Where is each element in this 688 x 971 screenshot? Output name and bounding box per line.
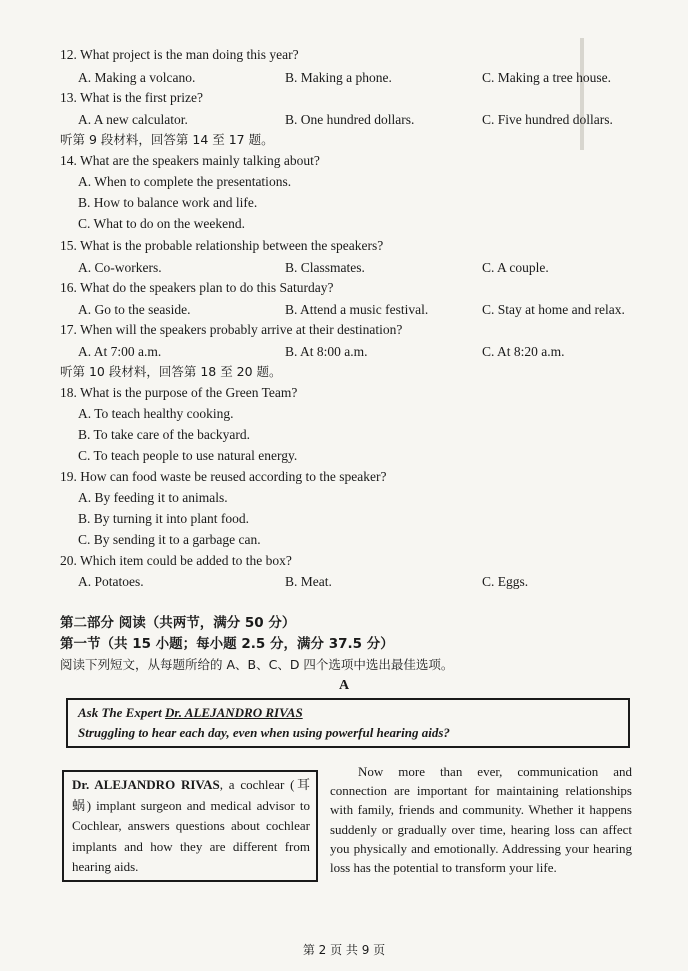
question-13: 13. What is the first prize? bbox=[60, 90, 203, 105]
q17-option-a: A. At 7:00 a.m. bbox=[78, 344, 162, 359]
q16-option-a: A. Go to the seaside. bbox=[78, 302, 191, 317]
bio-box bbox=[62, 770, 318, 882]
section1-title: 第一节（共 15 小题；每小题 2.5 分，满分 37.5 分） bbox=[60, 636, 394, 652]
listening-instruction-10: 听第 10 段材料，回答第 18 至 20 题。 bbox=[60, 364, 282, 379]
listening-instruction-9: 听第 9 段材料，回答第 14 至 17 题。 bbox=[60, 132, 274, 147]
question-20: 20. Which item could be added to the box? bbox=[60, 553, 292, 568]
q15-option-a: A. Co-workers. bbox=[78, 260, 162, 275]
q12-option-c: C. Making a tree house. bbox=[482, 70, 611, 85]
question-16: 16. What do the speakers plan to do this Saturday? bbox=[60, 280, 334, 295]
intro-paragraph: Now more than ever, communication and connection are important for maintaining relationships with family, friends and community. Whether it happens suddenly or gradually over time, hearing loss can affect you physically and emotionally. Addressing your hearing loss has the potential to transform your life. bbox=[330, 764, 632, 876]
expert-title-prefix: Ask The Expert bbox=[78, 705, 166, 720]
q15-option-b: B. Classmates. bbox=[285, 260, 365, 275]
q16-option-c: C. Stay at home and relax. bbox=[482, 302, 625, 317]
q19-option-c: C. By sending it to a garbage can. bbox=[78, 532, 261, 547]
question-18: 18. What is the purpose of the Green Team? bbox=[60, 385, 298, 400]
part2-title: 第二部分 阅读（共两节，满分 50 分） bbox=[60, 615, 296, 631]
bleed-through-mark bbox=[580, 38, 584, 150]
expert-name: Dr. ALEJANDRO RIVAS bbox=[165, 705, 303, 720]
q16-option-b: B. Attend a music festival. bbox=[285, 302, 429, 317]
q20-option-b: B. Meat. bbox=[285, 574, 332, 589]
q19-option-a: A. By feeding it to animals. bbox=[78, 490, 228, 505]
expert-header-box bbox=[66, 698, 630, 748]
bio-name: Dr. ALEJANDRO RIVAS bbox=[72, 777, 220, 792]
q19-option-b: B. By turning it into plant food. bbox=[78, 511, 249, 526]
q20-option-a: A. Potatoes. bbox=[78, 574, 144, 589]
q18-option-a: A. To teach healthy cooking. bbox=[78, 406, 234, 421]
passage-letter: A bbox=[338, 678, 350, 693]
q18-option-c: C. To teach people to use natural energy. bbox=[78, 448, 298, 463]
q17-option-b: B. At 8:00 a.m. bbox=[285, 344, 368, 359]
q14-option-a: A. When to complete the presentations. bbox=[78, 174, 292, 189]
expert-tagline: Struggling to hear each day, even when using powerful hearing aids? bbox=[78, 725, 450, 740]
reading-directions: 阅读下列短文，从每题所给的 A、B、C、D 四个选项中选出最佳选项。 bbox=[60, 657, 454, 672]
q13-option-a: A. A new calculator. bbox=[78, 112, 188, 127]
question-14: 14. What are the speakers mainly talking about? bbox=[60, 153, 320, 168]
page-number: 第 2 页 共 9 页 bbox=[302, 943, 386, 957]
question-12: 12. What project is the man doing this year? bbox=[60, 47, 299, 62]
question-17: 17. When will the speakers probably arrive at their destination? bbox=[60, 322, 403, 337]
q17-option-c: C. At 8:20 a.m. bbox=[482, 344, 565, 359]
q15-option-c: C. A couple. bbox=[482, 260, 549, 275]
q12-option-b: B. Making a phone. bbox=[285, 70, 392, 85]
q14-option-b: B. How to balance work and life. bbox=[78, 195, 258, 210]
question-15: 15. What is the probable relationship between the speakers? bbox=[60, 238, 384, 253]
q12-option-a: A. Making a volcano. bbox=[78, 70, 196, 85]
bio-text: , a cochlear (耳蜗) implant surgeon and medical advisor to Cochlear, answers questions about cochlear implants and how they are different from hearing aids. bbox=[72, 777, 311, 874]
q20-option-c: C. Eggs. bbox=[482, 574, 529, 589]
q18-option-b: B. To take care of the backyard. bbox=[78, 427, 250, 442]
expert-title bbox=[78, 705, 303, 721]
q13-option-b: B. One hundred dollars. bbox=[285, 112, 415, 127]
q13-option-c: C. Five hundred dollars. bbox=[482, 112, 613, 127]
question-19: 19. How can food waste be reused according to the speaker? bbox=[60, 469, 387, 484]
q14-option-c: C. What to do on the weekend. bbox=[78, 216, 245, 231]
